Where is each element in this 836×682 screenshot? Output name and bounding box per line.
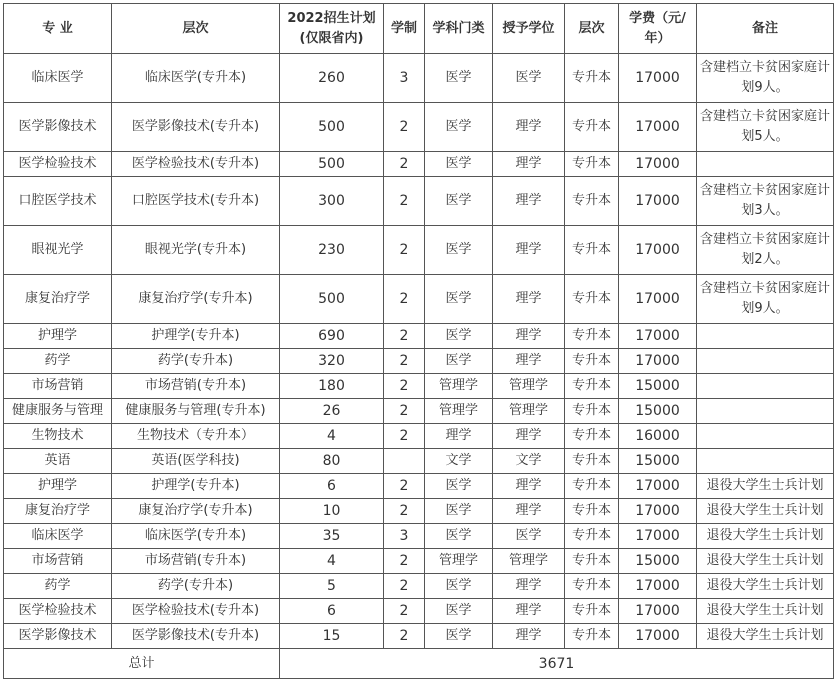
cell-degree: 理学 [493, 152, 565, 177]
cell-fee: 17000 [619, 54, 697, 103]
cell-note [697, 374, 834, 399]
cell-fee: 17000 [619, 349, 697, 374]
cell-plan: 5 [280, 574, 384, 599]
cell-category: 医学 [425, 349, 493, 374]
cell-category: 管理学 [425, 399, 493, 424]
cell-level-name: 康复治疗学(专升本) [112, 499, 280, 524]
cell-degree: 管理学 [493, 399, 565, 424]
cell-plan: 4 [280, 549, 384, 574]
cell-category: 管理学 [425, 549, 493, 574]
cell-note: 退役大学生士兵计划 [697, 599, 834, 624]
table-row [4, 449, 834, 474]
cell-years: 2 [384, 549, 425, 574]
cell-level-name: 英语(医学科技) [112, 449, 280, 474]
cell-category: 医学 [425, 599, 493, 624]
total-row [4, 649, 834, 679]
cell-level: 专升本 [565, 226, 619, 275]
cell-level-name: 临床医学(专升本) [112, 524, 280, 549]
cell-category: 医学 [425, 152, 493, 177]
cell-level-name: 护理学(专升本) [112, 324, 280, 349]
cell-level-name: 临床医学(专升本) [112, 54, 280, 103]
cell-degree: 管理学 [493, 374, 565, 399]
cell-plan: 6 [280, 599, 384, 624]
cell-level: 专升本 [565, 54, 619, 103]
table-row [4, 152, 834, 177]
header-category: 学科门类 [425, 4, 493, 54]
table-row [4, 275, 834, 324]
cell-major: 医学检验技术 [4, 152, 112, 177]
cell-level-name: 康复治疗学(专升本) [112, 275, 280, 324]
table-row [4, 424, 834, 449]
cell-major: 口腔医学技术 [4, 177, 112, 226]
cell-note: 退役大学生士兵计划 [697, 624, 834, 649]
header-level: 层次 [565, 4, 619, 54]
cell-level: 专升本 [565, 599, 619, 624]
cell-level: 专升本 [565, 499, 619, 524]
cell-level-name: 药学(专升本) [112, 349, 280, 374]
cell-degree: 理学 [493, 474, 565, 499]
cell-years: 2 [384, 474, 425, 499]
cell-note [697, 399, 834, 424]
cell-fee: 15000 [619, 399, 697, 424]
cell-major: 药学 [4, 349, 112, 374]
cell-major: 英语 [4, 449, 112, 474]
cell-degree: 理学 [493, 275, 565, 324]
cell-degree: 理学 [493, 103, 565, 152]
cell-level: 专升本 [565, 177, 619, 226]
cell-fee: 15000 [619, 549, 697, 574]
cell-degree: 医学 [493, 524, 565, 549]
cell-category: 医学 [425, 624, 493, 649]
cell-plan: 80 [280, 449, 384, 474]
total-value: 3671 [280, 649, 834, 679]
cell-level: 专升本 [565, 574, 619, 599]
table-row [4, 324, 834, 349]
cell-major: 临床医学 [4, 524, 112, 549]
cell-degree: 理学 [493, 324, 565, 349]
cell-level: 专升本 [565, 449, 619, 474]
cell-plan: 500 [280, 152, 384, 177]
cell-plan: 230 [280, 226, 384, 275]
cell-level: 专升本 [565, 624, 619, 649]
cell-degree: 理学 [493, 226, 565, 275]
cell-fee: 15000 [619, 374, 697, 399]
cell-level-name: 生物技术（专升本） [112, 424, 280, 449]
cell-level-name: 护理学(专升本) [112, 474, 280, 499]
cell-category: 理学 [425, 424, 493, 449]
cell-plan: 500 [280, 103, 384, 152]
cell-category: 医学 [425, 226, 493, 275]
cell-level: 专升本 [565, 152, 619, 177]
cell-plan: 10 [280, 499, 384, 524]
cell-fee: 17000 [619, 574, 697, 599]
cell-plan: 180 [280, 374, 384, 399]
cell-years: 2 [384, 103, 425, 152]
cell-level-name: 眼视光学(专升本) [112, 226, 280, 275]
cell-major: 眼视光学 [4, 226, 112, 275]
cell-level: 专升本 [565, 275, 619, 324]
cell-degree: 理学 [493, 499, 565, 524]
cell-fee: 17000 [619, 152, 697, 177]
table-row [4, 549, 834, 574]
cell-level-name: 医学检验技术(专升本) [112, 152, 280, 177]
cell-degree: 理学 [493, 424, 565, 449]
header-fee: 学费（元/年） [619, 4, 697, 54]
cell-major: 医学影像技术 [4, 624, 112, 649]
cell-fee: 15000 [619, 449, 697, 474]
cell-fee: 17000 [619, 103, 697, 152]
cell-plan: 260 [280, 54, 384, 103]
cell-note: 含建档立卡贫困家庭计划3人。 [697, 177, 834, 226]
table-row [4, 574, 834, 599]
cell-plan: 690 [280, 324, 384, 349]
table-row [4, 103, 834, 152]
cell-fee: 17000 [619, 275, 697, 324]
header-major: 专 业 [4, 4, 112, 54]
cell-years: 2 [384, 624, 425, 649]
cell-level: 专升本 [565, 324, 619, 349]
cell-major: 护理学 [4, 474, 112, 499]
cell-category: 文学 [425, 449, 493, 474]
cell-years: 2 [384, 275, 425, 324]
cell-years: 2 [384, 177, 425, 226]
cell-level-name: 医学影像技术(专升本) [112, 103, 280, 152]
cell-major: 健康服务与管理 [4, 399, 112, 424]
cell-degree: 理学 [493, 599, 565, 624]
cell-level-name: 市场营销(专升本) [112, 549, 280, 574]
header-years: 学制 [384, 4, 425, 54]
cell-category: 医学 [425, 474, 493, 499]
cell-level: 专升本 [565, 103, 619, 152]
cell-level-name: 医学检验技术(专升本) [112, 599, 280, 624]
cell-years: 2 [384, 152, 425, 177]
cell-plan: 4 [280, 424, 384, 449]
header-plan: 2022招生计划(仅限省内) [280, 4, 384, 54]
cell-years: 2 [384, 226, 425, 275]
cell-note [697, 349, 834, 374]
cell-note: 退役大学生士兵计划 [697, 549, 834, 574]
cell-note: 退役大学生士兵计划 [697, 574, 834, 599]
cell-major: 护理学 [4, 324, 112, 349]
cell-category: 管理学 [425, 374, 493, 399]
cell-note: 含建档立卡贫困家庭计划5人。 [697, 103, 834, 152]
table-row [4, 226, 834, 275]
total-label: 总计 [4, 649, 280, 679]
cell-fee: 17000 [619, 324, 697, 349]
cell-years: 2 [384, 499, 425, 524]
cell-note: 含建档立卡贫困家庭计划9人。 [697, 275, 834, 324]
cell-level: 专升本 [565, 424, 619, 449]
cell-note [697, 152, 834, 177]
cell-note: 含建档立卡贫困家庭计划9人。 [697, 54, 834, 103]
cell-fee: 17000 [619, 177, 697, 226]
cell-fee: 17000 [619, 474, 697, 499]
cell-plan: 35 [280, 524, 384, 549]
cell-category: 医学 [425, 524, 493, 549]
cell-level-name: 药学(专升本) [112, 574, 280, 599]
cell-level-name: 医学影像技术(专升本) [112, 624, 280, 649]
cell-major: 临床医学 [4, 54, 112, 103]
cell-degree: 医学 [493, 54, 565, 103]
cell-fee: 17000 [619, 624, 697, 649]
cell-major: 市场营销 [4, 549, 112, 574]
cell-years: 2 [384, 399, 425, 424]
cell-degree: 理学 [493, 349, 565, 374]
table-row [4, 624, 834, 649]
cell-level: 专升本 [565, 374, 619, 399]
header-degree: 授予学位 [493, 4, 565, 54]
cell-category: 医学 [425, 103, 493, 152]
cell-degree: 理学 [493, 177, 565, 226]
table-row [4, 177, 834, 226]
cell-degree: 管理学 [493, 549, 565, 574]
cell-plan: 320 [280, 349, 384, 374]
table-row [4, 374, 834, 399]
cell-category: 医学 [425, 499, 493, 524]
table-row [4, 399, 834, 424]
table-row [4, 599, 834, 624]
cell-category: 医学 [425, 324, 493, 349]
table-row [4, 349, 834, 374]
cell-fee: 16000 [619, 424, 697, 449]
cell-years: 2 [384, 599, 425, 624]
cell-level: 专升本 [565, 524, 619, 549]
cell-level: 专升本 [565, 399, 619, 424]
cell-note: 退役大学生士兵计划 [697, 524, 834, 549]
cell-category: 医学 [425, 275, 493, 324]
cell-fee: 17000 [619, 226, 697, 275]
cell-plan: 500 [280, 275, 384, 324]
cell-level-name: 口腔医学技术(专升本) [112, 177, 280, 226]
cell-note [697, 449, 834, 474]
cell-years: 2 [384, 349, 425, 374]
table-row [4, 474, 834, 499]
table-row [4, 54, 834, 103]
cell-major: 医学检验技术 [4, 599, 112, 624]
cell-category: 医学 [425, 177, 493, 226]
cell-note: 退役大学生士兵计划 [697, 499, 834, 524]
cell-note [697, 424, 834, 449]
cell-degree: 理学 [493, 574, 565, 599]
cell-level-name: 健康服务与管理(专升本) [112, 399, 280, 424]
cell-years: 2 [384, 324, 425, 349]
cell-note [697, 324, 834, 349]
header-level-name: 层次 [112, 4, 280, 54]
cell-fee: 17000 [619, 524, 697, 549]
cell-note: 退役大学生士兵计划 [697, 474, 834, 499]
cell-plan: 15 [280, 624, 384, 649]
header-note: 备注 [697, 4, 834, 54]
cell-years: 2 [384, 424, 425, 449]
cell-major: 药学 [4, 574, 112, 599]
cell-years: 3 [384, 524, 425, 549]
cell-plan: 300 [280, 177, 384, 226]
cell-years: 2 [384, 574, 425, 599]
cell-fee: 17000 [619, 599, 697, 624]
cell-category: 医学 [425, 54, 493, 103]
table-row [4, 524, 834, 549]
header-row [4, 4, 834, 54]
cell-level-name: 市场营销(专升本) [112, 374, 280, 399]
cell-major: 康复治疗学 [4, 499, 112, 524]
cell-years [384, 449, 425, 474]
table-row [4, 499, 834, 524]
cell-major: 市场营销 [4, 374, 112, 399]
cell-major: 医学影像技术 [4, 103, 112, 152]
cell-degree: 理学 [493, 624, 565, 649]
cell-level: 专升本 [565, 549, 619, 574]
table-body [4, 54, 834, 649]
enrollment-plan-table [3, 3, 834, 679]
cell-level: 专升本 [565, 349, 619, 374]
cell-major: 康复治疗学 [4, 275, 112, 324]
cell-degree: 文学 [493, 449, 565, 474]
cell-category: 医学 [425, 574, 493, 599]
cell-plan: 26 [280, 399, 384, 424]
cell-plan: 6 [280, 474, 384, 499]
cell-level: 专升本 [565, 474, 619, 499]
cell-fee: 17000 [619, 499, 697, 524]
cell-years: 3 [384, 54, 425, 103]
cell-major: 生物技术 [4, 424, 112, 449]
cell-years: 2 [384, 374, 425, 399]
cell-note: 含建档立卡贫困家庭计划2人。 [697, 226, 834, 275]
